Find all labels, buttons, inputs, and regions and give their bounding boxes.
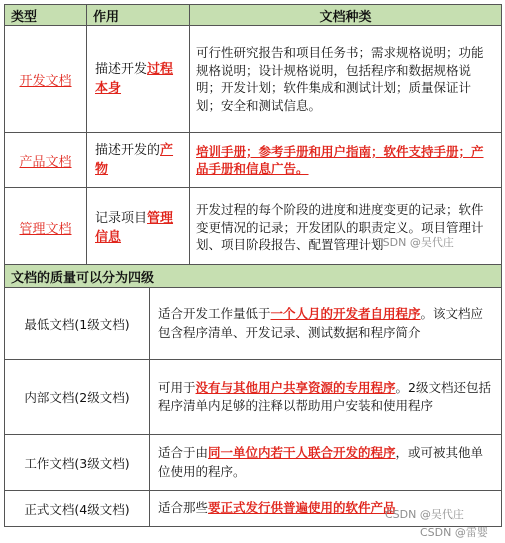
quality-desc-cell: [150, 435, 502, 491]
quality-desc-text: 适合那些: [158, 500, 209, 516]
doc-use-cell: [87, 133, 190, 188]
table-row: [5, 288, 502, 360]
quality-desc-highlight: 没有与其他用户共享资源的专用程序: [195, 379, 396, 395]
table-header-row: [5, 5, 502, 26]
document-types-table: [4, 4, 502, 268]
quality-desc-text: 适合开发工作量低于: [158, 306, 271, 321]
quality-level-cell: 最低文档(1级文档): [5, 288, 150, 360]
doc-type-cell: [5, 26, 87, 133]
table-row: [5, 26, 502, 133]
quality-level-cell: 内部文档(2级文档): [5, 360, 150, 435]
quality-desc-text: 适合于由: [158, 445, 209, 460]
doc-use-text: 描述开发: [95, 62, 148, 77]
quality-desc-cell: [150, 360, 502, 435]
doc-use-highlight: 产物: [95, 143, 174, 177]
table-row: [5, 435, 502, 491]
doc-type-label: 产品文档: [19, 154, 72, 170]
quality-desc-text-end: 。2级文档还包括程序清单内足够的注释以帮助用户安装和使用程序: [158, 379, 491, 413]
quality-desc-text-end: ，或可被其他单位使用的程序。: [158, 445, 484, 479]
document-sheet: [2, 2, 501, 539]
quality-desc-cell: [150, 288, 502, 360]
doc-use-cell: [87, 26, 190, 133]
quality-desc-text: 可用于: [158, 379, 196, 395]
table-header-row: [5, 265, 502, 288]
quality-header: 文档的质量可以分为四级: [5, 265, 502, 288]
doc-use-text: 记录项目: [95, 210, 148, 226]
watermark: CSDN @雷婴: [420, 526, 488, 539]
doc-use-highlight: 过程本身: [95, 62, 174, 96]
doc-use-highlight: 管理信息: [95, 210, 174, 245]
watermark: CSDN @吴代庄: [385, 508, 464, 521]
doc-kinds-cell: 可行性研究报告和项目任务书；需求规格说明；功能规格说明；设计规格说明，包括程序和数据规格说明；开发计划；软件集成和测试计划；质量保证计划；安全和测试信息。: [190, 26, 502, 133]
watermark: CSDN @吴代庄: [375, 236, 454, 249]
header-doc-kinds: 文档种类: [190, 5, 502, 26]
doc-use-cell: [87, 188, 190, 268]
doc-use-text: 描述开发的: [95, 143, 161, 158]
header-use: 作用: [87, 5, 190, 26]
doc-kinds-cell: 培训手册；参考手册和用户指南；软件支持手册；产品手册和信息广告。: [190, 133, 502, 188]
doc-type-cell: [5, 133, 87, 188]
document-quality-table: [4, 264, 502, 527]
header-type: 类型: [5, 5, 87, 26]
doc-kinds-cell: 开发过程的每个阶段的进度和进度变更的记录；软件变更情况的记录；开发团队的职责定义。项目管理计划、项目阶段报告、配置管理计划: [190, 188, 502, 268]
table-row: [5, 360, 502, 435]
table-row: [5, 133, 502, 188]
quality-desc-highlight: 一个人月的开发者自用程序: [270, 306, 421, 321]
quality-level-cell: 正式文档(4级文档): [5, 491, 150, 527]
quality-level-cell: 工作文档(3级文档): [5, 435, 150, 491]
doc-type-label: 管理文档: [19, 222, 72, 237]
doc-type-label: 开发文档: [19, 73, 72, 89]
quality-desc-text-end: 。该文档应包含程序清单、开发记录、测试数据和程序简介: [158, 306, 484, 340]
doc-type-cell: [5, 188, 87, 268]
table-row: [5, 188, 502, 268]
quality-desc-highlight: 要正式发行供普遍使用的软件产品: [208, 500, 396, 516]
quality-desc-highlight: 同一单位内若干人联合开发的程序: [208, 445, 396, 460]
